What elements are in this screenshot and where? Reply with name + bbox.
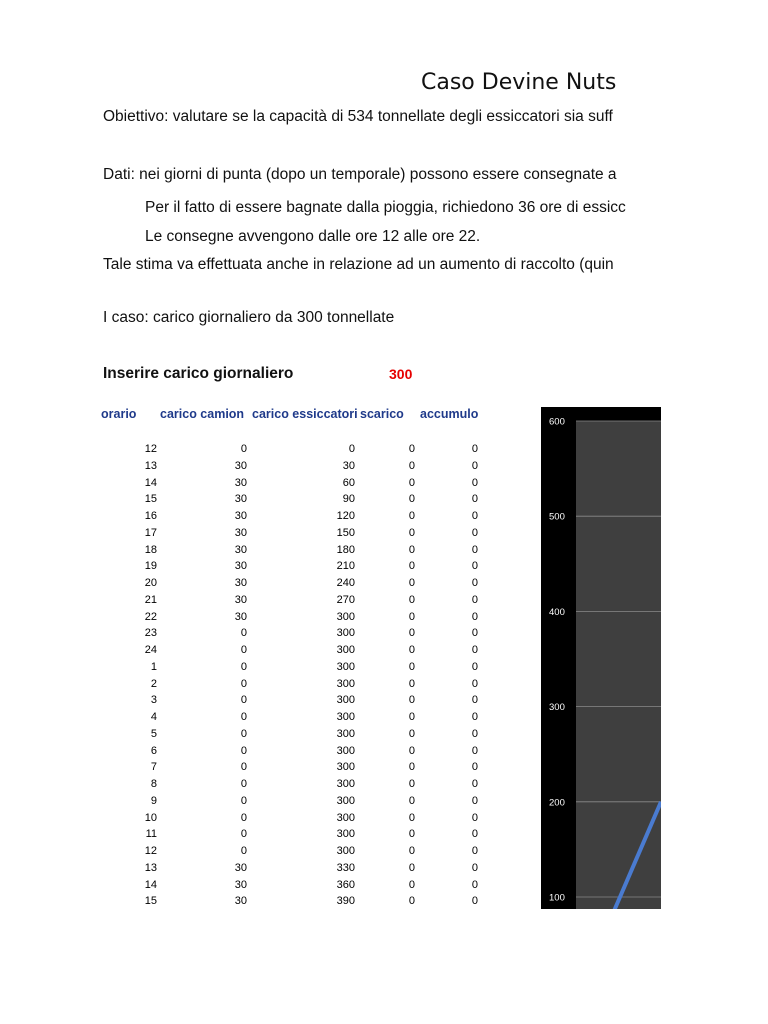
table-cell: 12 — [144, 443, 157, 455]
table-cell: 30 — [234, 510, 247, 522]
table-cell: 0 — [471, 895, 478, 908]
table-cell: 0 — [240, 845, 247, 857]
input-label: Inserire carico giornaliero — [103, 365, 294, 382]
table-cell: 0 — [471, 560, 478, 573]
table-cell: 0 — [471, 443, 478, 455]
daily-load-input[interactable]: 300 — [389, 366, 413, 382]
table-cell: 300 — [336, 711, 355, 723]
table-cell: 210 — [336, 560, 355, 573]
table-cell: 0 — [471, 526, 478, 539]
deliveries-text: Le consegne avvengono dalle ore 12 alle ore 22. — [145, 228, 481, 245]
table-cell: 30 — [234, 861, 247, 874]
table-cell: 30 — [234, 577, 247, 589]
table-cell: 13 — [144, 459, 157, 472]
col-header-accumulo: accumulo — [420, 407, 479, 421]
table-cell: 0 — [471, 744, 478, 757]
table-cell: 300 — [336, 727, 355, 740]
table-cell: 0 — [408, 660, 415, 673]
table-cell: 17 — [144, 526, 157, 539]
table-cell: 20 — [144, 577, 157, 589]
table-cell: 5 — [150, 727, 157, 740]
y-tick-label: 300 — [549, 702, 565, 714]
table-cell: 0 — [408, 459, 415, 472]
table-cell: 0 — [408, 778, 415, 790]
table-cell: 0 — [240, 711, 247, 723]
table-cell: 0 — [471, 845, 478, 857]
table-cell: 8 — [150, 778, 157, 790]
table-cell: 0 — [471, 711, 478, 723]
table-cell: 30 — [234, 878, 247, 891]
chart-svg — [541, 407, 661, 909]
table-cell: 0 — [471, 476, 478, 489]
table-cell: 0 — [408, 828, 415, 841]
table-cell: 23 — [144, 627, 157, 640]
table-cell: 150 — [336, 526, 355, 539]
table-cell: 330 — [336, 861, 355, 874]
col-header-carico-camion: carico camion — [160, 407, 245, 421]
table-cell: 300 — [336, 761, 355, 774]
table-cell: 300 — [336, 677, 355, 690]
table-cell: 300 — [336, 610, 355, 623]
table-cell: 30 — [234, 895, 247, 908]
y-tick-label: 400 — [549, 606, 565, 618]
table-cell: 0 — [240, 660, 247, 673]
table-cell: 0 — [240, 828, 247, 841]
table-cell: 300 — [336, 744, 355, 757]
table-cell: 24 — [144, 644, 157, 656]
table-cell: 10 — [144, 811, 157, 824]
table-cell: 0 — [408, 811, 415, 824]
col-header-carico-essiccatori: carico essiccatori — [252, 407, 358, 421]
table-cell: 22 — [144, 610, 157, 623]
table-cell: 14 — [144, 476, 157, 489]
table-cell: 14 — [144, 878, 157, 891]
table-cell: 30 — [234, 610, 247, 623]
y-tick-label: 100 — [549, 892, 565, 904]
estimate-text: Tale stima va effettuata anche in relazione ad un aumento di raccolto (quin — [103, 256, 614, 273]
table-cell: 9 — [150, 794, 157, 807]
page-title: Caso Devine Nuts — [421, 70, 617, 95]
table-cell: 0 — [408, 443, 415, 455]
table-cell: 0 — [408, 543, 415, 556]
y-tick-label: 600 — [549, 416, 565, 428]
table-cell: 15 — [144, 493, 157, 506]
table-cell: 0 — [471, 694, 478, 707]
table-cell: 30 — [234, 543, 247, 556]
table-cell: 0 — [471, 459, 478, 472]
table-cell: 0 — [408, 493, 415, 506]
table-cell: 0 — [408, 895, 415, 908]
table-cell: 0 — [471, 761, 478, 774]
table-cell: 0 — [471, 861, 478, 874]
table-cell: 4 — [150, 711, 157, 723]
table-cell: 0 — [408, 845, 415, 857]
table-cell: 0 — [471, 627, 478, 640]
table-cell: 270 — [336, 593, 355, 606]
table-cell: 0 — [471, 493, 478, 506]
table-cell: 0 — [240, 443, 247, 455]
table-cell: 13 — [144, 861, 157, 874]
table-cell: 300 — [336, 778, 355, 790]
table-cell: 0 — [408, 711, 415, 723]
table-cell: 0 — [471, 828, 478, 841]
table-cell: 0 — [408, 510, 415, 522]
table-cell: 0 — [240, 794, 247, 807]
table-cell: 300 — [336, 627, 355, 640]
table-cell: 0 — [471, 660, 478, 673]
y-tick-label: 200 — [549, 797, 565, 809]
table-cell: 30 — [234, 526, 247, 539]
table-cell: 0 — [471, 593, 478, 606]
objective-text: Obiettivo: valutare se la capacità di 534 tonnellate degli essiccatori sia suff — [103, 108, 613, 125]
table-cell: 0 — [240, 744, 247, 757]
table-cell: 18 — [144, 543, 157, 556]
table-cell: 0 — [471, 644, 478, 656]
table-cell: 60 — [342, 476, 355, 489]
table-cell: 300 — [336, 644, 355, 656]
col-header-scarico: scarico — [360, 407, 404, 421]
table-cell: 0 — [471, 510, 478, 522]
table-cell: 0 — [408, 794, 415, 807]
table-cell: 300 — [336, 660, 355, 673]
table-cell: 0 — [408, 727, 415, 740]
y-tick-label: 500 — [549, 511, 565, 523]
table-cell: 360 — [336, 878, 355, 891]
table-cell: 30 — [234, 593, 247, 606]
table-cell: 0 — [408, 744, 415, 757]
table-cell: 300 — [336, 811, 355, 824]
table-cell: 0 — [348, 443, 355, 455]
table-cell: 0 — [471, 610, 478, 623]
table-cell: 11 — [145, 828, 157, 841]
table-cell: 0 — [408, 577, 415, 589]
table-cell: 0 — [240, 677, 247, 690]
col-header-orario: orario — [101, 407, 137, 421]
table-cell: 6 — [150, 744, 157, 757]
table-cell: 7 — [150, 761, 157, 774]
table-cell: 0 — [240, 778, 247, 790]
table-cell: 0 — [408, 677, 415, 690]
table-cell: 0 — [240, 694, 247, 707]
table-cell: 0 — [408, 694, 415, 707]
table-cell: 21 — [144, 593, 157, 606]
table-cell: 300 — [336, 694, 355, 707]
table-cell: 0 — [471, 577, 478, 589]
table-cell: 180 — [336, 543, 355, 556]
table-cell: 0 — [408, 593, 415, 606]
table-cell: 240 — [336, 577, 355, 589]
case-one-text: I caso: carico giornaliero da 300 tonnellate — [103, 309, 395, 326]
table-cell: 30 — [234, 560, 247, 573]
table-cell: 12 — [144, 845, 157, 857]
table-cell: 0 — [240, 727, 247, 740]
table-cell: 0 — [240, 627, 247, 640]
table-cell: 0 — [471, 677, 478, 690]
table-cell: 120 — [336, 510, 355, 522]
table-cell: 0 — [240, 811, 247, 824]
table-cell: 30 — [234, 476, 247, 489]
table-cell: 0 — [471, 778, 478, 790]
table-cell: 2 — [150, 677, 157, 690]
table-cell: 30 — [234, 493, 247, 506]
table-cell: 0 — [471, 811, 478, 824]
wet-nuts-text: Per il fatto di essere bagnate dalla pioggia, richiedono 36 ore di essicc — [145, 199, 626, 216]
table-cell: 30 — [234, 459, 247, 472]
table-cell: 15 — [144, 895, 157, 908]
table-cell: 0 — [408, 861, 415, 874]
table-cell: 30 — [342, 459, 355, 472]
table-cell: 0 — [408, 476, 415, 489]
table-cell: 0 — [471, 727, 478, 740]
table-cell: 0 — [471, 878, 478, 891]
table-cell: 0 — [471, 794, 478, 807]
table-cell: 390 — [336, 895, 355, 908]
table-cell: 0 — [408, 644, 415, 656]
table-cell: 3 — [150, 694, 157, 707]
table-cell: 0 — [471, 543, 478, 556]
table-cell: 0 — [408, 761, 415, 774]
table-cell: 16 — [144, 510, 157, 522]
table-cell: 0 — [240, 644, 247, 656]
data-intro-text: Dati: nei giorni di punta (dopo un temporale) possono essere consegnate a — [103, 166, 617, 183]
accumulation-chart — [541, 407, 661, 909]
table-cell: 0 — [408, 627, 415, 640]
table-cell: 0 — [408, 878, 415, 891]
table-cell: 300 — [336, 828, 355, 841]
table-cell: 0 — [408, 526, 415, 539]
table-cell: 300 — [336, 845, 355, 857]
table-cell: 300 — [336, 794, 355, 807]
table-cell: 1 — [150, 660, 157, 673]
table-cell: 0 — [240, 761, 247, 774]
table-cell: 90 — [342, 493, 355, 506]
table-cell: 19 — [144, 560, 157, 573]
table-cell: 0 — [408, 560, 415, 573]
table-cell: 0 — [408, 610, 415, 623]
